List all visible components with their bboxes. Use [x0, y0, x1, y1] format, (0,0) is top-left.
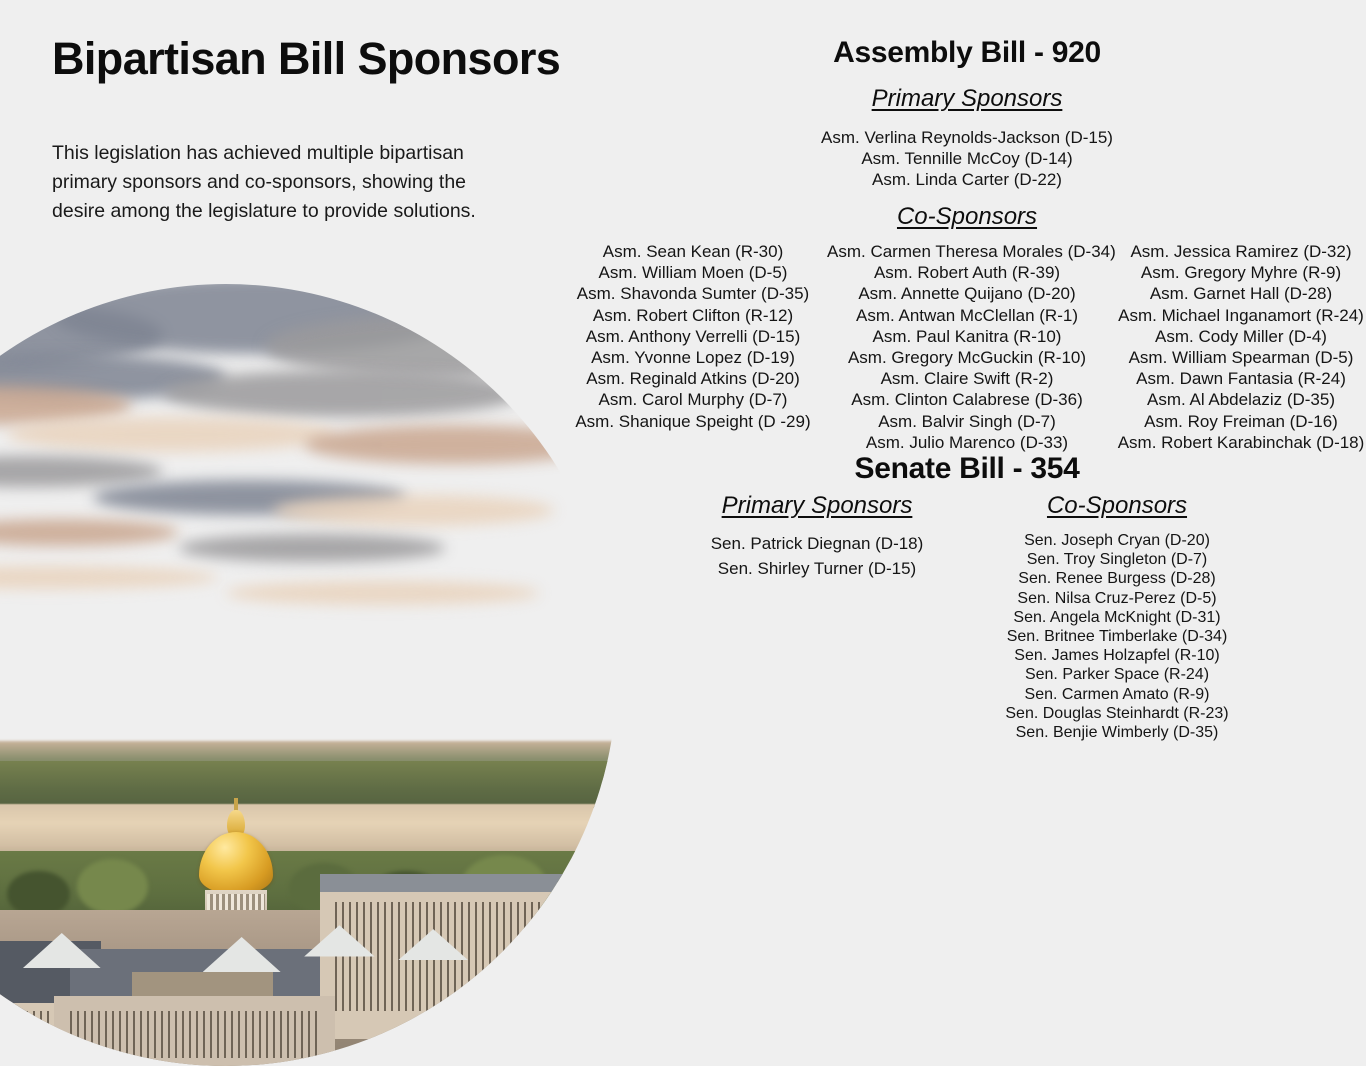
- list-item: Asm. Sean Kean (R-30): [602, 242, 784, 261]
- list-item: Asm. Reginald Atkins (D-20): [586, 369, 800, 389]
- left-panel: [0, 0, 620, 768]
- senate-cosponsors-column: [967, 492, 1267, 742]
- list-item: Asm. Robert Auth (R-39): [873, 263, 1061, 283]
- tree: [77, 859, 147, 914]
- right-panel: [568, 0, 1366, 768]
- list-item: Asm. Linda Carter (D-22): [872, 170, 1062, 190]
- list-item: Sen. Nilsa Cruz-Perez (D-5): [1017, 589, 1217, 607]
- list-item: Sen. Britnee Timberlake (D-34): [1006, 628, 1228, 646]
- dome-gold-cupola: [199, 832, 273, 894]
- senate-primary-sponsors-heading: Primary Sponsors: [721, 492, 913, 519]
- rooftop-unit: [132, 972, 273, 995]
- building-windows: [70, 1011, 320, 1058]
- list-item: Asm. Cody Miller (D-4): [1155, 326, 1327, 346]
- intro-paragraph: This legislation has achieved multiple bipartisan primary sponsors and co-sponsors, showing the desire among the legislature to provide solutions.: [52, 141, 476, 222]
- list-item: Asm. Robert Karabinchak (D-18): [1117, 432, 1365, 452]
- list-item: Asm. Anthony Verrelli (D-15): [585, 326, 801, 346]
- list-item: Sen. Carmen Amato (R-9): [1024, 685, 1210, 703]
- list-item: Asm. Tennille McCoy (D-14): [861, 149, 1073, 169]
- senate-bill-title: Senate Bill - 354: [854, 452, 1080, 485]
- list-item: Sen. Shirley Turner (D-15): [717, 559, 917, 578]
- list-item: Asm. Shanique Speight (D -29): [575, 411, 811, 431]
- page-title: Bipartisan Bill Sponsors: [52, 33, 561, 84]
- list-item: Asm. Dawn Fantasia (R-24): [1136, 369, 1346, 389]
- list-item: Asm. William Spearman (D-5): [1128, 348, 1354, 368]
- list-item: Sen. Douglas Steinhardt (R-23): [1005, 704, 1229, 722]
- list-item: Asm. Jessica Ramirez (D-32): [1130, 242, 1352, 261]
- list-item: Asm. Carmen Theresa Morales (D-34): [827, 242, 1116, 261]
- list-item: Asm. Roy Freiman (D-16): [1144, 411, 1338, 431]
- capitol-photo: [0, 284, 617, 1066]
- building-windows: [335, 902, 601, 1011]
- list-item: Asm. Garnet Hall (D-28): [1149, 284, 1333, 304]
- list-item: Asm. Gregory McGuckin (R-10): [847, 348, 1087, 368]
- list-item: Sen. Patrick Diegnan (D-18): [710, 534, 924, 553]
- list-item: Sen. Angela McKnight (D-31): [1013, 608, 1221, 626]
- building-windows: [0, 1011, 54, 1058]
- sponsor-list: [1116, 241, 1366, 453]
- list-item: Sen. Joseph Cryan (D-20): [1024, 532, 1210, 549]
- senate-cosponsors-list: [967, 531, 1267, 742]
- assembly-cosponsors-column-1: [568, 241, 818, 432]
- assembly-cosponsors-column-2: [827, 241, 1116, 453]
- assembly-cosponsors-column-3: [1116, 241, 1366, 453]
- assembly-bill-title: Assembly Bill - 920: [833, 36, 1101, 69]
- senate-primary-sponsors-column: [667, 492, 967, 581]
- building-roof: [320, 874, 617, 891]
- assembly-cosponsors-heading: Co-Sponsors: [896, 203, 1038, 230]
- list-item: Asm. Antwan McClellan (R-1): [855, 305, 1078, 325]
- list-item: Asm. Robert Clifton (R-12): [592, 305, 794, 325]
- senate-columns: [568, 492, 1366, 742]
- list-item: Sen. Benjie Wimberly (D-35): [1015, 724, 1219, 742]
- treeline: [0, 761, 617, 808]
- list-item: Asm. Michael Inganamort (R-24): [1118, 305, 1364, 325]
- senate-primary-sponsors-list: [667, 531, 967, 581]
- senate-cosponsors-heading: Co-Sponsors: [1046, 492, 1188, 519]
- list-item: Asm. Claire Swift (R-2): [880, 369, 1054, 389]
- list-item: Asm. Paul Kanitra (R-10): [872, 326, 1062, 346]
- cloud: [163, 370, 523, 417]
- list-item: Sen. James Holzapfel (R-10): [1014, 647, 1220, 665]
- sponsor-list: [827, 241, 1116, 453]
- cloud: [179, 534, 445, 561]
- list-item: Asm. Julio Marenco (D-33): [865, 432, 1069, 452]
- list-item: Asm. Al Abdelaziz (D-35): [1146, 390, 1335, 410]
- list-item: Asm. Shavonda Sumter (D-35): [576, 284, 810, 304]
- list-item: Asm. Balvir Singh (D-7): [878, 411, 1056, 431]
- list-item: Asm. Yvonne Lopez (D-19): [591, 348, 795, 368]
- list-item: Asm. Verlina Reynolds-Jackson (D-15): [821, 128, 1113, 147]
- assembly-primary-sponsors-list: [568, 127, 1366, 191]
- list-item: Sen. Parker Space (R-24): [1024, 666, 1210, 684]
- sponsor-list: [568, 241, 818, 432]
- cloud: [265, 315, 617, 378]
- list-item: Sen. Renee Burgess (D-28): [1018, 570, 1216, 588]
- list-item: Asm. Annette Quijano (D-20): [858, 284, 1076, 304]
- list-item: Asm. Carol Murphy (D-7): [598, 390, 788, 410]
- assembly-primary-sponsors-heading: Primary Sponsors: [871, 85, 1063, 112]
- list-item: Sen. Troy Singleton (D-7): [1026, 551, 1208, 569]
- list-item: Asm. Gregory Myhre (R-9): [1140, 263, 1342, 283]
- cloud: [7, 417, 335, 452]
- assembly-cosponsors-columns: [568, 241, 1366, 453]
- list-item: Asm. Clinton Calabrese (D-36): [851, 390, 1083, 410]
- cloud: [304, 425, 601, 464]
- list-item: Asm. William Moen (D-5): [598, 263, 788, 283]
- cloud: [226, 581, 539, 604]
